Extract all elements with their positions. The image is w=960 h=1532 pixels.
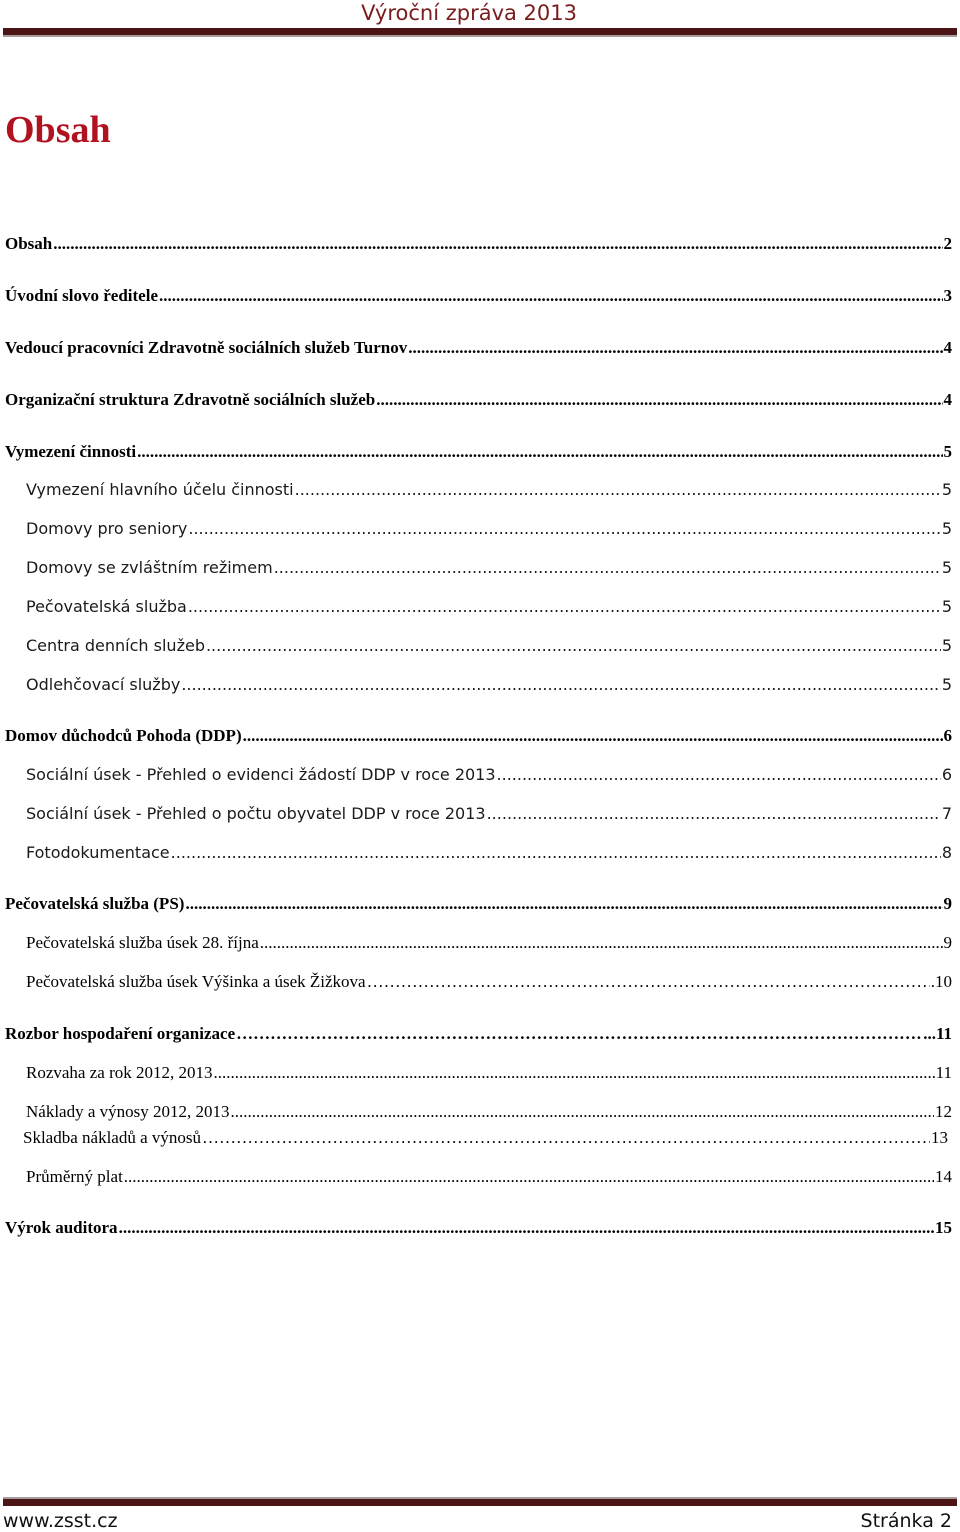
toc-entry-label: Rozbor hospodaření organizace — [5, 1024, 236, 1043]
toc-entry-label: Skladba nákladů a výnosů — [23, 1128, 201, 1147]
toc-entry-label: Průměrný plat — [26, 1167, 123, 1186]
toc-page-number: 9 — [943, 894, 952, 913]
toc-leader-dots — [213, 1063, 934, 1083]
toc-page-number: 11 — [935, 1063, 952, 1082]
toc-leader-dots — [119, 1218, 934, 1238]
toc-page-number: .10 — [930, 972, 952, 991]
toc-entry-vymezeni-hlavniho-ucelu[interactable] — [26, 480, 952, 504]
toc-entry-rozvaha[interactable] — [26, 1063, 952, 1087]
toc-entry-uvodni-slovo[interactable] — [5, 286, 952, 310]
toc-entry-label: Centra denních služeb — [26, 636, 205, 655]
toc-entry-ps-usek-28-rijna[interactable] — [26, 933, 952, 957]
toc-entry-organizacni-struktura[interactable] — [5, 390, 952, 414]
toc-entry-label: Náklady a výnosy 2012, 2013 — [26, 1102, 230, 1121]
toc-entry-label: Pečovatelská služba (PS) — [5, 894, 185, 913]
toc-entry-label: Výrok auditora — [5, 1218, 118, 1237]
toc-page-number: 12 — [935, 1102, 952, 1121]
toc-entry-label: Domov důchodců Pohoda (DDP) — [5, 726, 242, 745]
toc-leader-dots — [171, 843, 941, 862]
toc-entry-domovy-pro-seniory[interactable] — [26, 519, 952, 543]
toc-entry-vedouci-pracovnici[interactable] — [5, 338, 952, 362]
toc-leader-dots — [188, 597, 941, 616]
toc-entry-label: Vymezení činnosti — [5, 442, 137, 461]
toc-page-number: 8 — [941, 843, 952, 862]
toc-page-number: 15 — [935, 1218, 952, 1237]
toc-entry-vyrok-auditora[interactable] — [5, 1218, 952, 1242]
toc-entry-pecovatelska-sluzba-sub[interactable] — [26, 597, 952, 621]
toc-page-number: 4 — [943, 390, 952, 409]
toc-leader-dots — [202, 1128, 930, 1148]
toc-entry-label: Úvodní slovo ředitele — [5, 286, 158, 305]
toc-leader-dots — [236, 1024, 922, 1044]
toc-leader-dots — [408, 338, 942, 358]
toc-entry-label: Sociální úsek - Přehled o počtu obyvatel DDP v roce 2013 — [26, 804, 486, 823]
toc-leader-dots — [159, 286, 943, 306]
toc-page-number: 6 — [941, 765, 952, 784]
toc-entry-fotodokumentace[interactable] — [26, 843, 952, 867]
toc-entry-label: Vymezení hlavního účelu činnosti — [26, 480, 294, 499]
toc-entry-vymezeni-cinnosti[interactable] — [5, 442, 952, 466]
toc-page-number: 6 — [943, 726, 952, 745]
toc-leader-dots — [188, 519, 940, 538]
toc-page-number: 5 — [941, 636, 952, 655]
toc-entry-label: Fotodokumentace — [26, 843, 170, 862]
running-header-title: Výroční zpráva 2013 — [361, 1, 577, 25]
toc-page-number: 3 — [943, 286, 952, 305]
toc-entry-socialni-usek-evidence[interactable] — [26, 765, 952, 789]
toc-page-number: 9 — [943, 933, 952, 952]
toc-leader-dots — [497, 765, 941, 784]
toc-entry-naklady-vynosy[interactable] — [26, 1102, 952, 1126]
toc-leader-dots — [376, 390, 942, 410]
footer-divider — [3, 1497, 957, 1506]
toc-leader-dots — [137, 442, 942, 462]
header-divider — [3, 28, 957, 37]
toc-leader-dots — [487, 804, 941, 823]
toc-leader-dots — [185, 894, 942, 914]
toc-page-number: 5 — [941, 480, 952, 499]
toc-entry-label: Odlehčovací služby — [26, 675, 181, 694]
toc-page-number: 5 — [941, 597, 952, 616]
toc-entry-label: Obsah — [5, 234, 53, 253]
toc-page-number: 5 — [941, 675, 952, 694]
toc-entry-label: Domovy pro seniory — [26, 519, 188, 538]
toc-entry-label: Rozvaha za rok 2012, 2013 — [26, 1063, 213, 1082]
toc-entry-domov-duchodcu-pohoda[interactable] — [5, 726, 952, 750]
toc-entry-odlehcovaci-sluzby[interactable] — [26, 675, 952, 699]
toc-entry-label: Vedoucí pracovníci Zdravotně sociálních služeb Turnov — [5, 338, 408, 357]
toc-page-number: 14 — [935, 1167, 952, 1186]
toc-page-number: 5 — [943, 442, 952, 461]
toc-leader-dots — [124, 1167, 934, 1187]
toc-leader-dots — [367, 972, 930, 992]
toc-leader-dots — [206, 636, 941, 655]
toc-entry-obsah[interactable] — [5, 234, 952, 258]
toc-leader-dots — [231, 1102, 934, 1122]
toc-leader-dots — [243, 726, 943, 746]
toc-page-number: ...11 — [923, 1024, 952, 1043]
toc-leader-dots — [53, 234, 942, 254]
toc-entry-skladba-nakladu[interactable] — [23, 1128, 948, 1152]
toc-entry-pecovatelska-sluzba-ps[interactable] — [5, 894, 952, 918]
toc-entry-label: Organizační struktura Zdravotně sociálních služeb — [5, 390, 376, 409]
toc-entry-socialni-usek-pocet[interactable] — [26, 804, 952, 828]
toc-entry-ps-usek-vysinka-zizkova[interactable] — [26, 972, 952, 996]
toc-page-number: 13 — [931, 1128, 948, 1147]
toc-entry-prumerny-plat[interactable] — [26, 1167, 952, 1191]
toc-entry-rozbor-hospodareni[interactable] — [5, 1024, 952, 1048]
toc-entry-label: Sociální úsek - Přehled o evidenci žádostí DDP v roce 2013 — [26, 765, 496, 784]
toc-entry-label: Pečovatelská služba — [26, 597, 187, 616]
toc-page-number: 7 — [941, 804, 952, 823]
toc-entry-centra-dennich-sluzeb[interactable] — [26, 636, 952, 660]
toc-leader-dots — [181, 675, 941, 694]
footer-website: www.zsst.cz — [3, 1510, 118, 1532]
page-title: Obsah — [5, 109, 111, 151]
toc-page-number: 5 — [941, 558, 952, 577]
toc-page-number: 2 — [943, 234, 952, 253]
toc-entry-domovy-zvlastni-rezim[interactable] — [26, 558, 952, 582]
toc-leader-dots — [274, 558, 941, 577]
toc-entry-label: Domovy se zvláštním režimem — [26, 558, 273, 577]
toc-leader-dots — [295, 480, 941, 499]
toc-entry-label: Pečovatelská služba úsek Výšinka a úsek Žižkova — [26, 972, 366, 991]
toc-leader-dots — [260, 933, 943, 953]
toc-entry-label: Pečovatelská služba úsek 28. října — [26, 933, 259, 952]
footer-page-number: Stránka 2 — [860, 1510, 952, 1532]
toc-page-number: 4 — [943, 338, 952, 357]
toc-page-number: 5 — [941, 519, 952, 538]
